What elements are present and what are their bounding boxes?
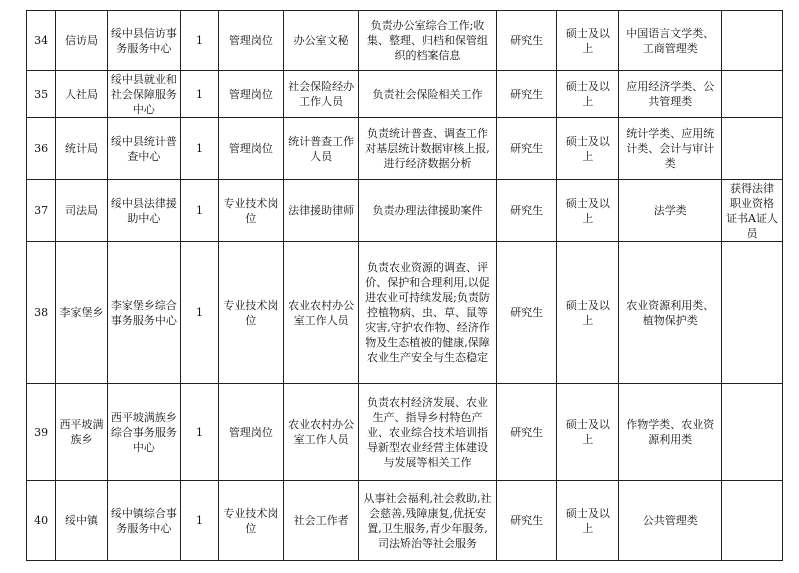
cell-count: 1 [181,71,219,118]
cell-number: 34 [27,11,56,71]
table-row [27,11,783,71]
cell-unit: 西平坡满族乡综合事务服务中心 [107,384,180,481]
cell-department: 西平坡满族乡 [56,384,107,481]
cell-department: 统计局 [56,118,107,180]
cell-degree: 硕士及以上 [557,11,619,71]
cell-number: 39 [27,384,56,481]
cell-duty: 负责农村经济发展、农业生产、指导乡村特色产业、农业综合技术培训指导新型农业经营主体建设与发展等相关工作 [359,384,496,481]
cell-other [722,71,783,118]
cell-duty: 负责社会保险相关工作 [359,71,496,118]
cell-unit: 绥中县统计普查中心 [107,118,180,180]
table-row [27,242,783,384]
cell-count: 1 [181,118,219,180]
cell-degree: 硕士及以上 [557,384,619,481]
cell-education: 研究生 [496,71,557,118]
cell-unit: 李家堡乡综合事务服务中心 [107,242,180,384]
cell-number: 35 [27,71,56,118]
cell-other: 获得法律职业资格证书A证人员 [722,180,783,242]
cell-degree: 硕士及以上 [557,71,619,118]
cell-count: 1 [181,481,219,561]
cell-major: 中国语言文学类、工商管理类 [619,11,722,71]
cell-duty: 负责办理法律援助案件 [359,180,496,242]
cell-education: 研究生 [496,384,557,481]
cell-degree: 硕士及以上 [557,180,619,242]
cell-unit: 绥中县信访事务服务中心 [107,11,180,71]
cell-post-type: 专业技术岗位 [218,242,283,384]
cell-number: 36 [27,118,56,180]
cell-unit: 绥中县就业和社会保障服务中心 [107,71,180,118]
cell-education: 研究生 [496,11,557,71]
cell-department: 司法局 [56,180,107,242]
cell-post-type: 管理岗位 [218,71,283,118]
cell-post-type: 专业技术岗位 [218,180,283,242]
cell-degree: 硕士及以上 [557,118,619,180]
cell-post-name: 社会保险经办工作人员 [283,71,358,118]
table-row [27,481,783,561]
cell-department: 李家堡乡 [56,242,107,384]
cell-post-name: 社会工作者 [283,481,358,561]
cell-duty: 负责办公室综合工作;收集、整理、归档和保管组织的档案信息 [359,11,496,71]
cell-post-type: 管理岗位 [218,384,283,481]
cell-education: 研究生 [496,118,557,180]
cell-department: 绥中镇 [56,481,107,561]
cell-number: 40 [27,481,56,561]
cell-degree: 硕士及以上 [557,481,619,561]
cell-other [722,242,783,384]
cell-duty: 负责统计普查、调查工作对基层统计数据审核上报,进行经济数据分析 [359,118,496,180]
cell-major: 统计学类、应用统计类、会计与审计类 [619,118,722,180]
cell-education: 研究生 [496,242,557,384]
cell-post-type: 管理岗位 [218,118,283,180]
cell-count: 1 [181,384,219,481]
cell-post-name: 农业农村办公室工作人员 [283,242,358,384]
cell-major: 应用经济学类、公共管理类 [619,71,722,118]
cell-duty: 从事社会福利,社会救助,社会慈善,残障康复,优抚安置,卫生服务,青少年服务,司法矫治等社会服务 [359,481,496,561]
cell-degree: 硕士及以上 [557,242,619,384]
cell-other [722,384,783,481]
cell-major: 作物学类、农业资源利用类 [619,384,722,481]
table-row [27,384,783,481]
cell-unit: 绥中镇综合事务服务中心 [107,481,180,561]
cell-count: 1 [181,11,219,71]
cell-education: 研究生 [496,481,557,561]
cell-count: 1 [181,180,219,242]
cell-post-name: 统计普查工作人员 [283,118,358,180]
cell-department: 信访局 [56,11,107,71]
cell-number: 37 [27,180,56,242]
cell-post-type: 管理岗位 [218,11,283,71]
cell-post-name: 办公室文秘 [283,11,358,71]
table-row [27,118,783,180]
table-row [27,71,783,118]
cell-major: 公共管理类 [619,481,722,561]
cell-post-type: 专业技术岗位 [218,481,283,561]
cell-department: 人社局 [56,71,107,118]
cell-education: 研究生 [496,180,557,242]
table-row [27,180,783,242]
cell-count: 1 [181,242,219,384]
cell-post-name: 农业农村办公室工作人员 [283,384,358,481]
cell-duty: 负责农业资源的调查、评价、保护和合理利用,以促进农业可持续发展;负责防控植物病、虫、草、鼠等灾害,守护农作物、经济作物及生态植被的健康,保障农业生产安全与生态稳定 [359,242,496,384]
cell-unit: 绥中县法律援助中心 [107,180,180,242]
cell-other [722,118,783,180]
cell-number: 38 [27,242,56,384]
recruitment-table [26,10,783,561]
cell-other [722,11,783,71]
cell-major: 农业资源利用类、植物保护类 [619,242,722,384]
cell-other [722,481,783,561]
cell-post-name: 法律援助律师 [283,180,358,242]
cell-major: 法学类 [619,180,722,242]
